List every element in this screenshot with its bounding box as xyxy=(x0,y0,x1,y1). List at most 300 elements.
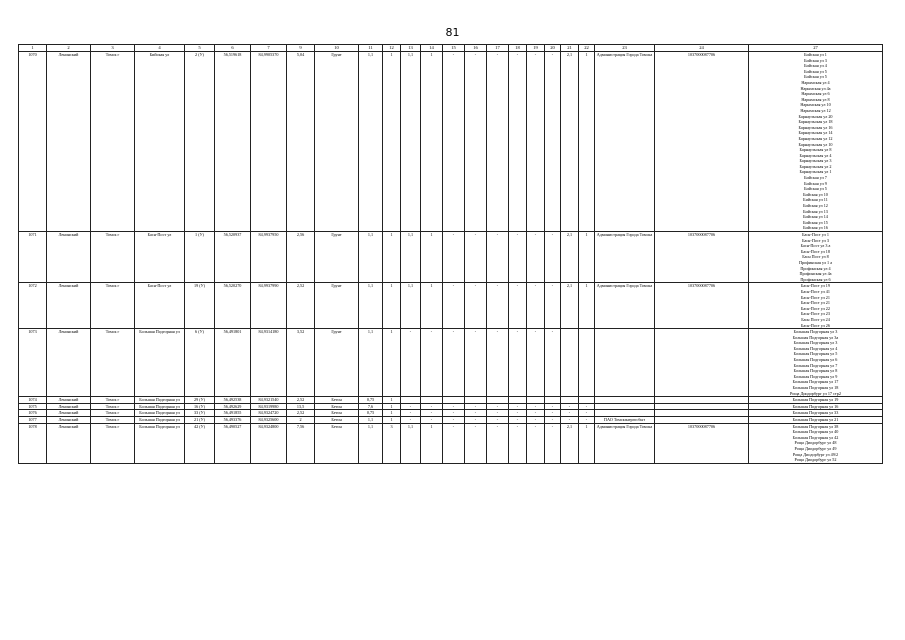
table-cell: Ленинский xyxy=(47,410,91,417)
table-cell: 84,9321540 xyxy=(251,397,287,404)
table-cell xyxy=(545,397,561,404)
table-cell: - xyxy=(421,417,443,424)
table-cell: Томск г xyxy=(91,423,135,463)
table-cell: - xyxy=(545,410,561,417)
table-cell xyxy=(655,417,749,424)
table-cell: 1 xyxy=(383,410,401,417)
address-item: Роща Диодорбург ул 48 xyxy=(794,440,837,446)
column-number: 1 xyxy=(19,45,47,52)
table-cell: 56,490527 xyxy=(215,423,251,463)
table-cell: Администрация Города Томска xyxy=(595,52,655,232)
table-cell: 6 (У) xyxy=(185,329,215,397)
table-cell: - xyxy=(465,52,487,232)
table-cell: Большая Подгорная ул xyxy=(135,423,185,463)
column-number: 6 xyxy=(215,45,251,52)
table-cell: 84,9325600 xyxy=(251,417,287,424)
address-item: Роща Диодорбург ул 49/2 xyxy=(792,451,839,457)
table-cell: 13,5 xyxy=(287,403,315,410)
table-cell: - xyxy=(421,329,443,397)
table-cell xyxy=(595,397,655,404)
table-cell: - xyxy=(509,410,527,417)
address-item: Басн-Пост ул 18 xyxy=(801,248,830,254)
table-cell: - xyxy=(545,283,561,329)
table-cell: 1 xyxy=(579,283,595,329)
address-item: Большая Подгорная ул 5 xyxy=(793,351,838,357)
column-number: 7 xyxy=(251,45,287,52)
table-cell: - xyxy=(579,410,595,417)
address-item: Большая Подгорная ул 19 xyxy=(792,397,839,403)
address-item: Большая Подгорная ул 9 xyxy=(793,373,838,379)
address-item: Басн-Пост ул 23 xyxy=(801,311,830,317)
table-cell xyxy=(561,397,579,404)
table-cell: 1037000087706 xyxy=(655,52,749,232)
table-cell: 1,1 xyxy=(359,417,383,424)
table-cell xyxy=(655,410,749,417)
table-cell: Ленинский xyxy=(47,52,91,232)
table-cell: 56,492538 xyxy=(215,397,251,404)
address-item: Профинская ул 6 xyxy=(800,276,831,282)
address-item: Большая Подгорная ул 40 xyxy=(792,429,839,435)
table-cell: 1,1 xyxy=(401,232,421,283)
table-cell: 2,56 xyxy=(287,232,315,283)
table-cell: - xyxy=(509,403,527,410)
table-cell: 1,1 xyxy=(359,52,383,232)
address-item: Нарымская ул 4а xyxy=(800,85,831,91)
table-cell: 33 (У) xyxy=(185,410,215,417)
address-item: Большая Подгорная ул 3а xyxy=(792,334,839,340)
address-item: Большая Подгорная ул 16 xyxy=(792,403,839,409)
table-cell: Томск г xyxy=(91,52,135,232)
address-item: Профинская ул 4а xyxy=(799,271,832,277)
table-cell: 1076 xyxy=(19,410,47,417)
table-cell: - xyxy=(487,417,509,424)
register-table xyxy=(18,44,883,464)
table-cell: 1037000087706 xyxy=(655,423,749,463)
table-cell xyxy=(579,397,595,404)
address-item: Бийская ул 5 xyxy=(804,68,827,74)
address-item: Нарымская ул 4 xyxy=(801,79,830,85)
address-item: Большая Подгорная ул 18 xyxy=(792,385,839,391)
column-number: 23 xyxy=(595,45,655,52)
table-cell: - xyxy=(465,329,487,397)
table-cell: - xyxy=(443,52,465,232)
table-cell: Бетон xyxy=(315,410,359,417)
table-cell: - xyxy=(401,410,421,417)
table-cell: 2,52 xyxy=(287,410,315,417)
table-cell: - xyxy=(465,417,487,424)
table-cell: 1,1 xyxy=(401,283,421,329)
column-number: 5 xyxy=(185,45,215,52)
address-item: Роща Диодорбург ул 17 стр2 xyxy=(790,390,841,396)
table-cell: 1 xyxy=(383,232,401,283)
address-item: Бийская ул 11 xyxy=(803,197,828,203)
table-cell: Грунт xyxy=(315,329,359,397)
table-cell: 84,9319980 xyxy=(251,403,287,410)
table-cell: Грунт xyxy=(315,52,359,232)
table-cell: - xyxy=(487,410,509,417)
column-number: 13 xyxy=(401,45,421,52)
table-cell xyxy=(561,329,579,397)
address-item: Бийская ул 12 xyxy=(803,203,828,209)
table-cell: 2,1 xyxy=(561,52,579,232)
table-cell: 1037000087706 xyxy=(655,283,749,329)
address-item: Басн-Пост ул 22 xyxy=(801,305,830,311)
column-number: 18 xyxy=(509,45,527,52)
table-cell: - xyxy=(509,423,527,463)
address-item: Большая Подгорная ул 33 xyxy=(792,410,839,416)
table-cell: 1 xyxy=(421,232,443,283)
table-cell: 5,04 xyxy=(287,52,315,232)
address-item: Барнаульская ул 16 xyxy=(798,124,833,130)
column-number: 11 xyxy=(359,45,383,52)
table-cell: Грунт xyxy=(315,283,359,329)
address-item: Бийская ул 3 xyxy=(804,57,827,63)
table-cell: - xyxy=(443,329,465,397)
table-cell: - xyxy=(579,403,595,410)
table-cell: 1070 xyxy=(19,52,47,232)
table-cell: 21 (У) xyxy=(185,417,215,424)
address-item: Бийская ул 10 xyxy=(803,191,828,197)
table-cell: Томск г xyxy=(91,403,135,410)
address-item: Барнаульская ул 10 xyxy=(798,141,833,147)
table-cell: - xyxy=(487,283,509,329)
table-cell: 2 (У) xyxy=(185,52,215,232)
table-cell: - xyxy=(401,403,421,410)
table-cell: - xyxy=(545,417,561,424)
table-cell: - xyxy=(443,403,465,410)
table-cell: - xyxy=(509,283,527,329)
table-row xyxy=(19,410,883,417)
table-cell: - xyxy=(487,232,509,283)
table-cell: 1,1 xyxy=(359,283,383,329)
table-cell: Бетон xyxy=(315,403,359,410)
column-number: 17 xyxy=(487,45,509,52)
table-cell: 16 (У) xyxy=(185,403,215,410)
table-cell: Администрация Города Томска xyxy=(595,232,655,283)
table-cell: - xyxy=(443,417,465,424)
address-item: Басн-Пост ул 3 xyxy=(802,237,829,243)
table-cell: - xyxy=(509,52,527,232)
table-cell: 1 xyxy=(421,52,443,232)
table-cell: - xyxy=(465,232,487,283)
address-item: Басн Пост ул 24 xyxy=(801,316,830,322)
table-cell: - xyxy=(545,232,561,283)
table-cell: 1075 xyxy=(19,403,47,410)
table-cell: 56,491855 xyxy=(215,410,251,417)
table-cell: - xyxy=(421,410,443,417)
address-item: Басн-Пост ул 19 xyxy=(801,283,830,289)
address-item: Бийская ул 5 xyxy=(804,74,827,80)
column-number: 3 xyxy=(91,45,135,52)
table-cell: Бетон xyxy=(315,397,359,404)
table-row xyxy=(19,329,883,397)
table-cell: 84,9314180 xyxy=(251,329,287,397)
table-row xyxy=(19,397,883,404)
address-item: Большая Подгорная ул 6 xyxy=(793,357,838,363)
address-item: Бийская ул 4 xyxy=(804,63,827,69)
address-item: Барнаульская ул 2 xyxy=(799,163,832,169)
table-cell xyxy=(579,329,595,397)
table-cell: - xyxy=(509,417,527,424)
address-item: Барнаульская ул 3 xyxy=(799,158,832,164)
table-cell: 1 xyxy=(383,397,401,404)
table-cell: - xyxy=(443,423,465,463)
table-cell: Администрация Города Томска xyxy=(595,423,655,463)
table-cell: - xyxy=(527,329,545,397)
address-item: Басн Пост ул 8 xyxy=(802,254,829,260)
table-cell: - xyxy=(545,403,561,410)
table-cell: 84,9324800 xyxy=(251,423,287,463)
column-number: 20 xyxy=(545,45,561,52)
table-cell: Ленинский xyxy=(47,397,91,404)
address-item: Басн-Пост ул 26 xyxy=(801,322,830,328)
table-cell: 1 xyxy=(383,403,401,410)
table-cell: Ленинский xyxy=(47,403,91,410)
table-cell: - xyxy=(465,403,487,410)
table-cell: 1 xyxy=(579,232,595,283)
address-item: Бийская ул 15 xyxy=(803,219,828,225)
address-item: Большая Подгорная ул 8 xyxy=(793,368,838,374)
table-cell: Ленинский xyxy=(47,329,91,397)
table-cell: 1072 xyxy=(19,283,47,329)
table-cell: Бетон xyxy=(315,417,359,424)
table-cell: - xyxy=(487,423,509,463)
address-item: Бийская ул 16 xyxy=(803,225,828,231)
address-item: Барнаульская ул 14 xyxy=(798,130,833,136)
table-cell xyxy=(655,397,749,404)
table-cell xyxy=(487,397,509,404)
column-number: 12 xyxy=(383,45,401,52)
table-cell: Ленинский xyxy=(47,417,91,424)
address-list xyxy=(749,410,883,417)
table-cell: - xyxy=(527,52,545,232)
address-item: Бийская ул 7 xyxy=(804,175,827,181)
table-cell: 1 xyxy=(383,52,401,232)
table-cell: 1 xyxy=(383,417,401,424)
table-cell: - xyxy=(401,329,421,397)
table-cell: - xyxy=(561,403,579,410)
table-cell xyxy=(595,329,655,397)
address-item: Барнаульская ул 4 xyxy=(799,152,832,158)
table-cell: 1074 xyxy=(19,397,47,404)
table-cell xyxy=(401,397,421,404)
table-cell: 1,1 xyxy=(401,423,421,463)
address-item: Нарымская ул 6 xyxy=(801,91,830,97)
table-cell xyxy=(595,403,655,410)
table-cell: Басн-Пост ул xyxy=(135,283,185,329)
address-item: Большая Подгорная ул 21 xyxy=(792,417,839,422)
address-item: Большая Подгорная ул 3 xyxy=(793,340,838,346)
column-number: 14 xyxy=(421,45,443,52)
table-cell: 2,1 xyxy=(561,232,579,283)
table-cell: 29 (У) xyxy=(185,397,215,404)
column-number: 2 xyxy=(47,45,91,52)
table-cell: Ленинский xyxy=(47,283,91,329)
table-cell: Большая Подгорная ул xyxy=(135,329,185,397)
table-cell: Большая Подгорная ул xyxy=(135,417,185,424)
address-item: Профинская ул 1 а xyxy=(798,259,833,265)
table-cell: 2,52 xyxy=(287,283,315,329)
table-cell: - xyxy=(465,283,487,329)
address-item: Барнаульская ул 8 xyxy=(799,147,832,153)
table-cell: - xyxy=(527,417,545,424)
table-cell: Большая Подгорная ул xyxy=(135,403,185,410)
table-cell: 2 xyxy=(287,417,315,424)
column-number: 27 xyxy=(749,45,883,52)
table-cell: Большая Подгорная ул xyxy=(135,410,185,417)
address-list xyxy=(749,423,883,463)
table-cell: - xyxy=(401,417,421,424)
address-item: Большая Подгорная ул 38 xyxy=(792,423,839,429)
table-cell: 7,6 xyxy=(359,403,383,410)
table-cell: 3,52 xyxy=(287,329,315,397)
table-cell: - xyxy=(443,232,465,283)
table-cell: 1,1 xyxy=(359,329,383,397)
table-cell: 56,519618 xyxy=(215,52,251,232)
table-cell: 7,56 xyxy=(287,423,315,463)
table-cell: 56,493376 xyxy=(215,417,251,424)
table-row xyxy=(19,232,883,283)
column-number: 19 xyxy=(527,45,545,52)
table-cell: 1 xyxy=(383,329,401,397)
column-number: 10 xyxy=(315,45,359,52)
address-item: Басн-Пост ул 41 xyxy=(801,288,830,294)
table-cell xyxy=(465,397,487,404)
address-list xyxy=(749,52,883,232)
table-cell: - xyxy=(465,410,487,417)
address-item: Барнаульская ул 12 xyxy=(798,135,833,141)
table-cell: 56,520270 xyxy=(215,283,251,329)
address-item: Нарымская ул 12 xyxy=(800,107,831,113)
table-cell: ПАО Томскэнергосбыт xyxy=(595,417,655,424)
table-cell: - xyxy=(443,410,465,417)
table-cell: Администрация Города Томска xyxy=(595,283,655,329)
address-item: Басн-Пост ул 1 xyxy=(802,232,829,237)
column-number: 16 xyxy=(465,45,487,52)
column-number: 4 xyxy=(135,45,185,52)
table-cell: 84,9937990 xyxy=(251,283,287,329)
address-item: Басн-Пост ул 21 xyxy=(801,300,830,306)
table-cell: 1 xyxy=(579,52,595,232)
address-item: Барнаульская ул 18 xyxy=(798,119,833,125)
address-item: Большая Подгорная ул 17 xyxy=(792,379,839,385)
address-item: Большая Подгорная ул 7 xyxy=(793,362,838,368)
table-cell: 42 (У) xyxy=(185,423,215,463)
table-cell: - xyxy=(487,329,509,397)
address-item: Большая Подгорная ул 4 xyxy=(793,345,838,351)
table-cell xyxy=(655,403,749,410)
table-cell: 56,491801 xyxy=(215,329,251,397)
table-cell: 1,1 xyxy=(359,423,383,463)
table-cell xyxy=(509,397,527,404)
table-cell xyxy=(443,397,465,404)
table-cell: - xyxy=(527,232,545,283)
table-cell: Ленинский xyxy=(47,232,91,283)
table-cell: 3 xyxy=(383,423,401,463)
table-cell: - xyxy=(561,417,579,424)
address-list xyxy=(749,403,883,410)
table-cell: 2,52 xyxy=(287,397,315,404)
table-cell: Грунт xyxy=(315,232,359,283)
address-list xyxy=(749,232,883,283)
column-number: 21 xyxy=(561,45,579,52)
table-cell: - xyxy=(579,417,595,424)
column-number: 15 xyxy=(443,45,465,52)
table-cell: - xyxy=(421,403,443,410)
column-number: 22 xyxy=(579,45,595,52)
table-cell: Басн-Пост ул xyxy=(135,232,185,283)
table-cell: - xyxy=(527,423,545,463)
table-cell xyxy=(421,397,443,404)
address-item: Бийская ул 5 xyxy=(804,186,827,192)
table-cell: 1037000087706 xyxy=(655,232,749,283)
table-cell: 1 xyxy=(421,423,443,463)
address-item: Большая Подгорная ул 3 xyxy=(793,329,838,335)
address-item: Бийская ул 14 xyxy=(803,214,828,220)
table-cell: Бетон xyxy=(315,423,359,463)
table-cell: 0,75 xyxy=(359,410,383,417)
column-number: 9 xyxy=(287,45,315,52)
address-item: Нарымская ул 10 xyxy=(800,102,831,108)
table-cell: - xyxy=(509,329,527,397)
table-cell: Томск г xyxy=(91,417,135,424)
table-cell: Томск г xyxy=(91,283,135,329)
address-item: Бийская ул 1 xyxy=(804,52,827,57)
table-cell: - xyxy=(487,52,509,232)
column-number-row xyxy=(19,45,883,52)
table-cell: 1 xyxy=(421,283,443,329)
table-cell: - xyxy=(545,329,561,397)
table-cell: - xyxy=(509,232,527,283)
table-cell: 1077 xyxy=(19,417,47,424)
address-item: Барнаульская ул 1 xyxy=(799,169,832,175)
table-cell: Томск г xyxy=(91,232,135,283)
address-item: Барнаульская ул 20 xyxy=(798,113,833,119)
table-row xyxy=(19,417,883,424)
table-cell: Томск г xyxy=(91,410,135,417)
table-row xyxy=(19,52,883,232)
page-number: 81 xyxy=(445,26,460,39)
table-cell: 56,492629 xyxy=(215,403,251,410)
table-cell: - xyxy=(443,283,465,329)
table-cell xyxy=(595,410,655,417)
table-cell: - xyxy=(545,52,561,232)
table-cell: - xyxy=(487,403,509,410)
table-cell: 2,1 xyxy=(561,283,579,329)
address-list xyxy=(749,283,883,329)
address-list xyxy=(749,397,883,404)
table-cell: 1078 xyxy=(19,423,47,463)
table-cell: Бийская ул xyxy=(135,52,185,232)
table-cell: Томск г xyxy=(91,397,135,404)
table-cell: - xyxy=(527,283,545,329)
table-cell xyxy=(655,329,749,397)
table-row xyxy=(19,283,883,329)
table-row xyxy=(19,403,883,410)
table-cell: Томск г xyxy=(91,329,135,397)
address-list xyxy=(749,417,883,424)
table-cell: 1073 xyxy=(19,329,47,397)
address-list xyxy=(749,329,883,397)
table-cell: 56,520937 xyxy=(215,232,251,283)
table-cell: 0,75 xyxy=(359,397,383,404)
table-cell xyxy=(527,397,545,404)
table-cell: - xyxy=(561,410,579,417)
table-cell: 84,9324720 xyxy=(251,410,287,417)
table-cell: 2,1 xyxy=(561,423,579,463)
table-cell: 84,9905370 xyxy=(251,52,287,232)
table-cell: 19 (У) xyxy=(185,283,215,329)
